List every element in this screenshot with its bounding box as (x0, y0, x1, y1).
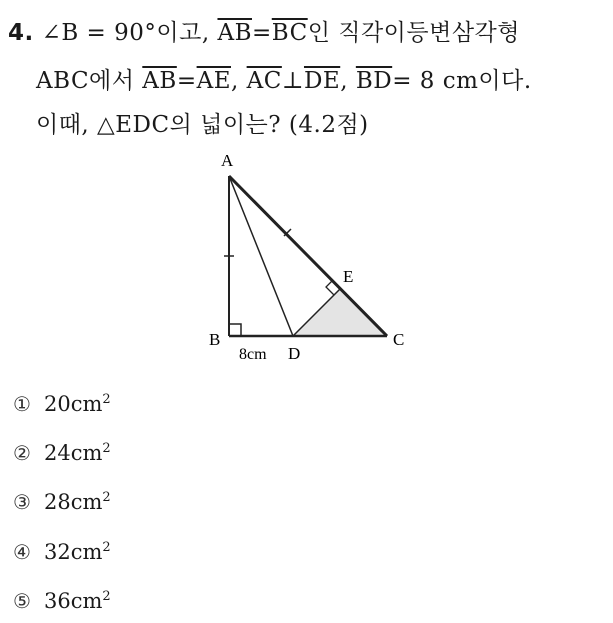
choice-2-value: 24cm (44, 441, 103, 465)
segment-ac: $\overline{AC}$ (246, 68, 282, 94)
choice-2-marker: ② (13, 441, 31, 465)
segment-ab: $\overline{AB}$ (217, 20, 252, 46)
choice-4-marker: ④ (13, 540, 31, 564)
choice-5[interactable] (12, 589, 111, 613)
question-number: 4. (8, 20, 34, 46)
segment-ad-line (229, 176, 293, 336)
choice-2-exponent: 2 (102, 441, 111, 456)
segment-bd: $\overline{BD}$ (355, 68, 393, 94)
label-a: A (221, 151, 234, 170)
comma-2: , (340, 68, 349, 94)
choice-3-exponent: 2 (102, 490, 111, 505)
triangle-description: 인 직각이등변삼각형 (307, 20, 520, 46)
label-d: D (288, 344, 301, 363)
choice-5-exponent: 2 (102, 589, 111, 604)
equals-sign-2: = (176, 68, 197, 94)
segment-ab-2: $\overline{AB}$ (142, 68, 177, 94)
geometry-figure (195, 140, 425, 370)
question-line-2 (36, 62, 532, 95)
shaded-triangle-edc (293, 289, 387, 336)
segment-ae: $\overline{AE}$ (196, 68, 231, 94)
side-ac (229, 176, 387, 336)
angle-condition: ∠B = 90°이고, (41, 20, 210, 46)
choice-3-value: 28cm (44, 490, 103, 514)
choice-4-exponent: 2 (102, 540, 111, 555)
perpendicular-sign: ⊥ (281, 68, 304, 94)
choice-5-marker: ⑤ (13, 589, 31, 613)
choice-1-marker: ① (13, 392, 31, 416)
right-angle-mark-b (229, 324, 241, 336)
question-prompt: 이때, △EDC의 넓이는? (4.2점) (36, 112, 369, 138)
triangle-name: ABC에서 (36, 68, 135, 94)
question-line-1 (8, 14, 520, 47)
question-line-3 (36, 106, 369, 139)
equals-sign: = (251, 20, 272, 46)
choice-3-marker: ③ (13, 490, 31, 514)
label-b: B (209, 330, 221, 349)
comma: , (231, 68, 239, 94)
choice-1-value: 20cm (44, 392, 103, 416)
label-e: E (343, 267, 354, 286)
label-8cm: 8cm (239, 346, 267, 363)
label-c: C (393, 330, 405, 349)
choice-4-value: 32cm (44, 540, 103, 564)
choice-3[interactable] (12, 490, 111, 514)
segment-de: $\overline{DE}$ (303, 68, 341, 94)
segment-bc: $\overline{BC}$ (271, 20, 308, 46)
choice-2[interactable] (12, 441, 111, 465)
choice-5-value: 36cm (44, 589, 103, 613)
choice-1[interactable] (12, 392, 111, 416)
triangle-diagram (195, 140, 425, 370)
length-condition: = 8 cm이다. (392, 68, 532, 94)
choice-4[interactable] (12, 540, 111, 564)
choice-1-exponent: 2 (102, 392, 111, 407)
